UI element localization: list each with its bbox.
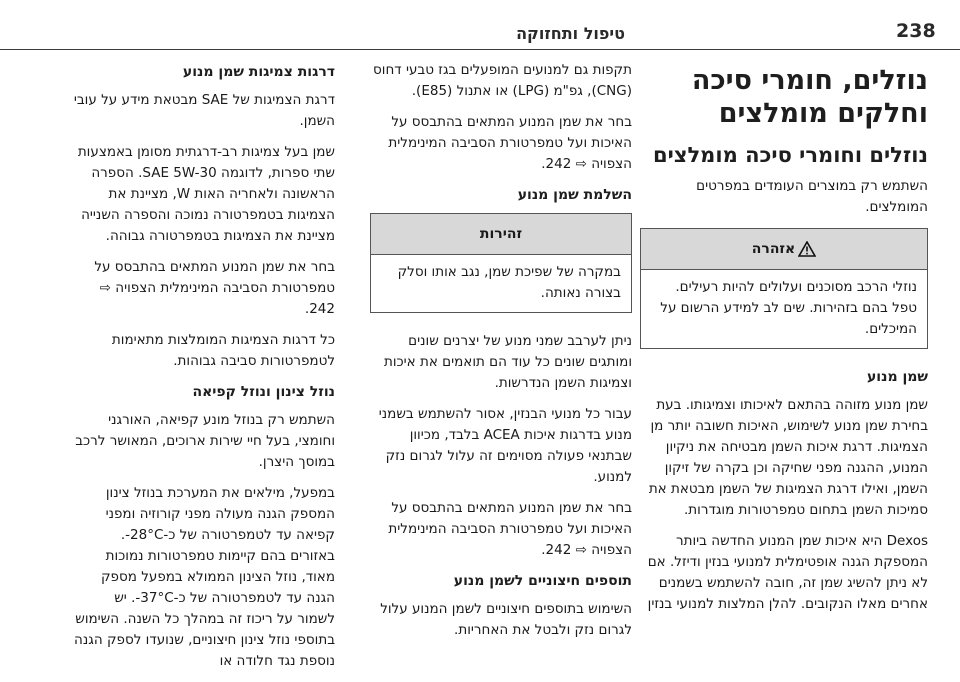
page-header xyxy=(0,0,960,52)
topup-heading: השלמת שמן מנוע xyxy=(517,187,632,203)
oil-selection-text-2: בחר את שמן המנוע המתאים בהתבסס על האיכות ועל טמפרטורת הסביבה המינימלית הצפויה xyxy=(388,500,632,558)
mixing-paragraph: ניתן לערבב שמני מנוע של יצרנים שונים ומותגים שונים כל עוד הם תואמים את איכות וצמיגות השמן הנדרשות. xyxy=(383,333,632,391)
additives-paragraph: השימוש בתוספים חיצוניים לשמן המנוע עלול לגרום נזק ולבטל את האחריות. xyxy=(380,601,632,638)
engine-oil-paragraph-2: Dexos היא איכות שמן המנוע החדשה ביותר המספקת הגנה אופטימלית למנועי בנזין ודיזל. אם לא ניתן להשיג שמן זה, חובה להשתמש בשמנים אחרים מאלו הנקובים. להלן המלצות למנועי בנזין xyxy=(647,533,928,612)
page-ref[interactable]: 242 xyxy=(545,542,572,558)
oil-selection-paragraph-2: בחר את שמן המנוע המתאים בהתבסס על האיכות ועל טמפרטורת הסביבה המינימלית הצפויה ⇨ 242. xyxy=(388,500,632,558)
coolant-paragraph-1: השתמש רק בנוזל מונע קפיאה, האורגני וחומצי, בעל חיי שירות ארוכים, המאושר לרכב במוסך היצרן. xyxy=(75,412,335,470)
column-1 xyxy=(640,60,928,625)
page-number: 238 xyxy=(896,20,936,42)
page-ref[interactable]: 242 xyxy=(545,156,572,172)
oil-selection-paragraph: בחר את שמן המנוע המתאים בהתבסס על האיכות ועל טמפרטורת הסביבה המינימלית הצפויה ⇨ 242. xyxy=(388,114,632,172)
acea-paragraph: עבור כל מנועי הבנזין, אסור להשתמש בשמני מנוע בדרגות איכות ACEA בלבד, מכיוון שבתנאי פעולה מסוימים זה עלול לגרום נזק למנוע. xyxy=(378,406,632,485)
warning-text: נוזלי הרכב מסוכנים ועלולים להיות רעילים. טפל בהם בזהירות. שים לב למידע הרשום על המיכלים. xyxy=(660,279,917,337)
section-title: נוזלים וחומרי סיכה מומלצים xyxy=(652,143,928,167)
page-ref-arrow-icon[interactable]: ⇨ xyxy=(575,156,587,172)
page-ref[interactable]: 242 xyxy=(309,301,335,317)
oil-selection-text: בחר את שמן המנוע המתאים בהתבסס על האיכות ועל טמפרטורת הסביבה המינימלית הצפויה xyxy=(388,114,632,172)
caution-box xyxy=(370,213,632,313)
gas-engines-paragraph: תקפות גם למנועים המופעלים בגז טבעי דחוס (CNG), גפ"מ (LPG) או אתנול (E85). xyxy=(373,62,632,99)
column-2 xyxy=(370,60,632,651)
warning-box xyxy=(640,228,928,349)
chapter-title: נוזלים, חומרי סיכה וחלקים מומלצים xyxy=(691,65,928,129)
viscosity-paragraph-1: דרגת הצמיגות של SAE מבטאת מידע על עובי השמן. xyxy=(73,92,335,129)
intro-text: השתמש רק במוצרים העומדים במפרטים המומלצים. xyxy=(696,178,928,215)
header-rule xyxy=(0,49,960,50)
page-ref-arrow-icon[interactable]: ⇨ xyxy=(575,542,587,558)
warning-triangle-icon xyxy=(798,241,816,257)
viscosity-selection-text: בחר את שמן המנוע המתאים בהתבסס על טמפרטורת הסביבה המינימלית הצפויה xyxy=(94,259,335,296)
running-title: טיפול ותחזוקה xyxy=(516,24,625,43)
page-ref-arrow-icon[interactable]: ⇨ xyxy=(99,280,111,296)
viscosity-heading: דרגות צמיגות שמן מנוע xyxy=(182,64,335,80)
caution-text: במקרה של שפיכת שמן, נגב אותו וסלק בצורה נאותה. xyxy=(397,264,621,301)
engine-oil-paragraph-1: שמן מנוע מזוהה בהתאם לאיכותו וצמיגותו. בעת בחירת שמן מנוע לשימוש, האיכות חשובה יותר מן הצמיגות. דרגת איכות השמן מבטיחה את ניקיון המנוע, ההגנה מפני שחיקה וכן בקרה של זיקון השמן, ואילו דרגת הצמיגות של השמן מבטאת את סמיכות השמן בתחום טמפרטורות מוגדרות. xyxy=(648,397,928,518)
coolant-heading: נוזל צינון ונוזל קפיאה xyxy=(192,384,335,400)
column-3 xyxy=(73,60,335,682)
viscosity-selection-paragraph: בחר את שמן המנוע המתאים בהתבסס על טמפרטורת הסביבה המינימלית הצפויה ⇨ 242. xyxy=(94,259,335,317)
additives-heading: תוספים חיצוניים לשמן מנוע xyxy=(453,573,632,589)
coolant-paragraph-2: במפעל, מילאים את המערכת בנוזל צינון המספק הגנה מעולה מפני קורוזיה ומפני קפיאה עד לטמפרטורה של כ-28°C-. באזורים בהם קיימות טמפרטורות נמוכות מאוד, נוזל הצינון הממולא במפעל מספק הגנה עד לטמפרטורה של כ-37°C-. יש לשמור על ריכוז זה במהלך כל השנה. השימוש בתוספי נוזל צינון חיצוניים, שנועדו לספק הגנה נוספת נגד חלודה או xyxy=(74,485,335,669)
engine-oil-heading: שמן מנוע xyxy=(866,369,928,385)
viscosity-paragraph-4: כל דרגות הצמיגות המומלצות מתאימות לטמפרטורות סביבה גבוהות. xyxy=(111,332,335,369)
viscosity-paragraph-2: שמן בעל צמיגות רב-דרגתית מסומן באמצעות שתי ספרות, לדוגמה SAE 5W-30. הספרה הראשונה ולאחריה האות W, מציינת את הצמיגות בטמפרטורה נמוכה והספרה השנייה מציינת את הצמיגות בטמפרטורה גבוהה. xyxy=(77,144,335,244)
warning-title: אזהרה xyxy=(751,241,796,257)
caution-header: זהירות xyxy=(371,214,631,255)
warning-header xyxy=(641,229,927,270)
